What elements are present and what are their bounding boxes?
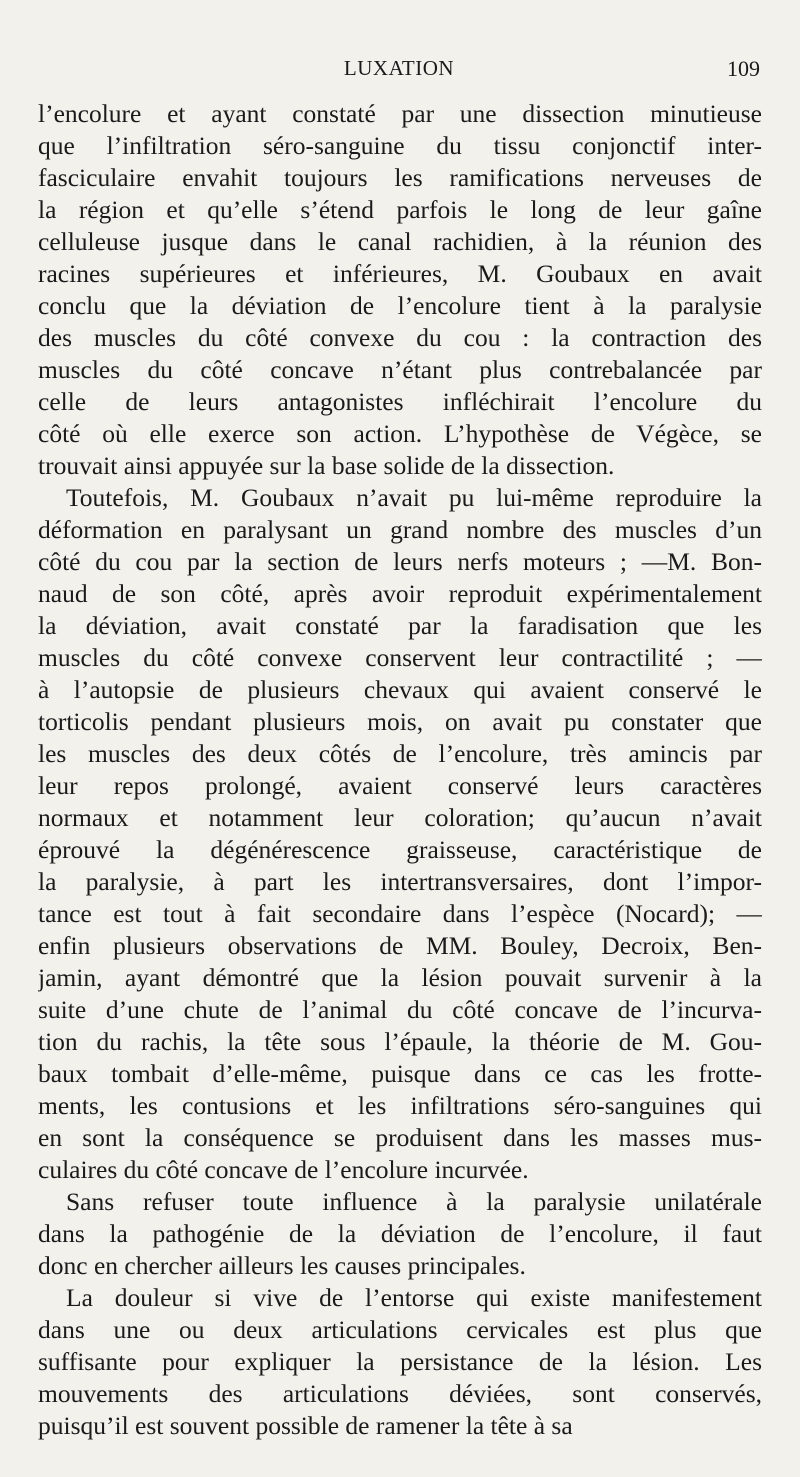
page-header bbox=[38, 56, 760, 90]
text-line: la paralysie, à part les intertransversaires, dont l’impor- bbox=[38, 867, 762, 896]
body-text bbox=[38, 98, 762, 1442]
text-line: trouvait ainsi appuyée sur la base solide de la dissection. bbox=[38, 451, 615, 480]
text-line: à l’autopsie de plusieurs chevaux qui avaient conservé le bbox=[38, 675, 762, 704]
text-line: normaux et notamment leur coloration; qu’aucun n’avait bbox=[38, 803, 762, 832]
text-line: des muscles du côté convexe du cou : la contraction des bbox=[38, 323, 762, 352]
text-line: racines supérieures et inférieures, M. Goubaux en avait bbox=[38, 259, 762, 288]
running-title: LUXATION bbox=[343, 56, 455, 80]
text-line: muscles du côté concave n’étant plus contrebalancée par bbox=[38, 355, 762, 384]
text-line: celluleuse jusque dans le canal rachidien, à la réunion des bbox=[38, 227, 762, 256]
text-line: Toutefois, M. Goubaux n’avait pu lui-même reproduire la bbox=[66, 483, 762, 512]
text-line: l’encolure et ayant constaté par une dissection minutieuse bbox=[38, 99, 762, 128]
text-line: suite d’une chute de l’animal du côté concave de l’incurva- bbox=[38, 995, 762, 1024]
paragraph bbox=[38, 482, 762, 1186]
text-line: baux tombait d’elle-même, puisque dans ce cas les frotte- bbox=[38, 1059, 762, 1088]
text-line: mouvements des articulations déviées, sont conservés, bbox=[38, 1379, 762, 1408]
paragraph bbox=[38, 98, 762, 482]
text-line: muscles du côté convexe conservent leur contractilité ; — bbox=[38, 643, 762, 672]
text-line: naud de son côté, après avoir reproduit expérimentalement bbox=[38, 579, 762, 608]
text-line: enfin plusieurs observations de MM. Bouley, Decroix, Ben- bbox=[38, 931, 762, 960]
text-line: que l’infiltration séro-sanguine du tissu conjonctif inter- bbox=[38, 131, 762, 160]
text-line: puisqu’il est souvent possible de ramener la tête à sa bbox=[38, 1411, 573, 1440]
text-line: déformation en paralysant un grand nombre des muscles d’un bbox=[38, 515, 762, 544]
text-line: culaires du côté concave de l’encolure incurvée. bbox=[38, 1155, 529, 1184]
paragraph bbox=[38, 1282, 762, 1442]
text-line: suffisante pour expliquer la persistance de la lésion. Les bbox=[38, 1347, 762, 1376]
paragraph bbox=[38, 1186, 762, 1282]
text-line: torticolis pendant plusieurs mois, on avait pu constater que bbox=[38, 707, 762, 736]
text-line: jamin, ayant démontré que la lésion pouvait survenir à la bbox=[38, 963, 762, 992]
text-line: conclu que la déviation de l’encolure tient à la paralysie bbox=[38, 291, 762, 320]
text-line: côté où elle exerce son action. L’hypothèse de Végèce, se bbox=[38, 419, 762, 448]
text-line: La douleur si vive de l’entorse qui existe manifestement bbox=[66, 1283, 762, 1312]
text-line: côté du cou par la section de leurs nerfs moteurs ; —M. Bon- bbox=[38, 547, 762, 576]
text-line: la région et qu’elle s’étend parfois le long de leur gaîne bbox=[38, 195, 762, 224]
text-line: dans la pathogénie de la déviation de l’encolure, il faut bbox=[38, 1219, 762, 1248]
text-line: celle de leurs antagonistes infléchirait l’encolure du bbox=[38, 387, 762, 416]
text-line: tion du rachis, la tête sous l’épaule, la théorie de M. Gou- bbox=[38, 1027, 762, 1056]
page-number: 109 bbox=[727, 56, 760, 81]
text-line: les muscles des deux côtés de l’encolure, très amincis par bbox=[38, 739, 762, 768]
text-line: tance est tout à fait secondaire dans l’espèce (Nocard); — bbox=[38, 899, 762, 928]
text-line: donc en chercher ailleurs les causes principales. bbox=[38, 1251, 526, 1280]
text-line: ments, les contusions et les infiltrations séro-sanguines qui bbox=[38, 1091, 762, 1120]
text-line: la déviation, avait constaté par la faradisation que les bbox=[38, 611, 762, 640]
text-line: fasciculaire envahit toujours les ramifications nerveuses de bbox=[38, 163, 762, 192]
text-line: éprouvé la dégénérescence graisseuse, caractéristique de bbox=[38, 835, 762, 864]
text-line: dans une ou deux articulations cervicales est plus que bbox=[38, 1315, 762, 1344]
text-line: leur repos prolongé, avaient conservé leurs caractères bbox=[38, 771, 762, 800]
text-line: Sans refuser toute influence à la paralysie unilatérale bbox=[66, 1187, 762, 1216]
text-line: en sont la conséquence se produisent dans les masses mus- bbox=[38, 1123, 762, 1152]
